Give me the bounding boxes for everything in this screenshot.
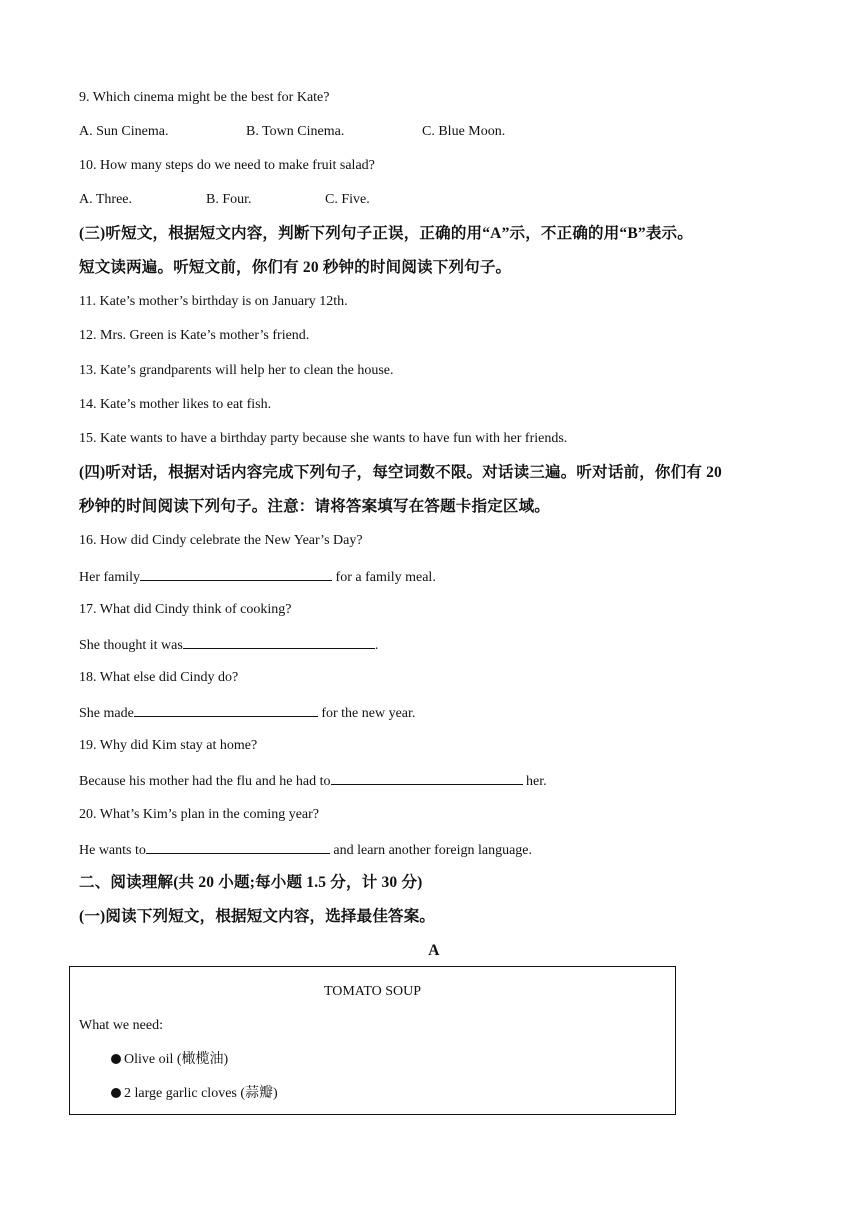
question-19: 19. Why did Kim stay at home? xyxy=(79,738,258,753)
answer-20-suffix: and learn another foreign language. xyxy=(329,843,533,858)
section3-instruction-line2: 短文读两遍。听短文前，你们有 20 秒钟的时间阅读下列句子。 xyxy=(79,259,512,276)
recipe-title: TOMATO SOUP xyxy=(323,984,422,999)
statement-15: 15. Kate wants to have a birthday party because she wants to have fun with her friends. xyxy=(79,431,568,446)
answer-blank-20[interactable] xyxy=(146,840,330,854)
q9-option-c: C. Blue Moon. xyxy=(422,124,506,139)
q9-option-b: B. Town Cinema. xyxy=(246,124,345,139)
answer-blank-16[interactable] xyxy=(140,567,332,581)
question-18: 18. What else did Cindy do? xyxy=(79,670,239,685)
answer-blank-19[interactable] xyxy=(331,771,523,785)
q10-option-a: A. Three. xyxy=(79,192,132,207)
answer-line-16 xyxy=(79,567,436,587)
question-20: 20. What’s Kim’s plan in the coming year? xyxy=(79,807,320,822)
answer-19-suffix: her. xyxy=(522,774,547,789)
answer-line-18 xyxy=(79,703,415,723)
answer-line-19 xyxy=(79,771,547,791)
section4-instruction-line2: 秒钟的时间阅读下列句子。注意：请将答案填写在答题卡指定区域。 xyxy=(79,498,551,515)
passage-letter: A xyxy=(428,942,440,959)
question-9: 9. Which cinema might be the best for Kate? xyxy=(79,90,330,105)
q9-option-a: A. Sun Cinema. xyxy=(79,124,169,139)
recipe-item-text: Olive oil (橄榄油) xyxy=(124,1052,229,1067)
recipe-item xyxy=(111,1051,228,1069)
recipe-label: What we need: xyxy=(79,1018,163,1033)
statement-11: 11. Kate’s mother’s birthday is on January 12th. xyxy=(79,294,348,309)
part2-subheading: (一)阅读下列短文，根据短文内容，选择最佳答案。 xyxy=(79,908,436,925)
answer-17-suffix: . xyxy=(374,638,379,653)
answer-20-prefix: He wants to xyxy=(79,843,146,858)
bullet-icon xyxy=(111,1054,121,1064)
recipe-box xyxy=(69,966,676,1115)
answer-line-17 xyxy=(79,635,378,655)
answer-18-suffix: for the new year. xyxy=(317,706,416,721)
statement-13: 13. Kate’s grandparents will help her to clean the house. xyxy=(79,363,394,378)
recipe-item-text: 2 large garlic cloves (蒜瓣) xyxy=(124,1086,278,1101)
answer-18-prefix: She made xyxy=(79,706,134,721)
section4-instruction-line1: (四)听对话，根据对话内容完成下列句子，每空词数不限。对话读三遍。听对话前，你们有 20 xyxy=(79,464,723,481)
part2-heading: 二、阅读理解(共 20 小题;每小题 1.5 分，计 30 分) xyxy=(79,874,423,891)
question-16: 16. How did Cindy celebrate the New Year’s Day? xyxy=(79,533,363,548)
section3-instruction-line1: (三)听短文，根据短文内容，判断下列句子正误，正确的用“A”示，不正确的用“B”表示。 xyxy=(79,225,693,242)
question-10: 10. How many steps do we need to make fruit salad? xyxy=(79,158,375,173)
statement-12: 12. Mrs. Green is Kate’s mother’s friend. xyxy=(79,328,310,343)
answer-17-prefix: She thought it was xyxy=(79,638,183,653)
statement-14: 14. Kate’s mother likes to eat fish. xyxy=(79,397,272,412)
answer-16-prefix: Her family xyxy=(79,570,141,585)
answer-19-prefix: Because his mother had the flu and he had to xyxy=(79,774,331,789)
answer-16-suffix: for a family meal. xyxy=(332,570,436,585)
q10-option-b: B. Four. xyxy=(206,192,252,207)
bullet-icon xyxy=(111,1088,121,1098)
answer-blank-18[interactable] xyxy=(134,703,318,717)
recipe-item xyxy=(111,1085,278,1103)
answer-line-20 xyxy=(79,840,532,860)
question-17: 17. What did Cindy think of cooking? xyxy=(79,602,292,617)
q10-option-c: C. Five. xyxy=(325,192,370,207)
answer-blank-17[interactable] xyxy=(183,635,375,649)
